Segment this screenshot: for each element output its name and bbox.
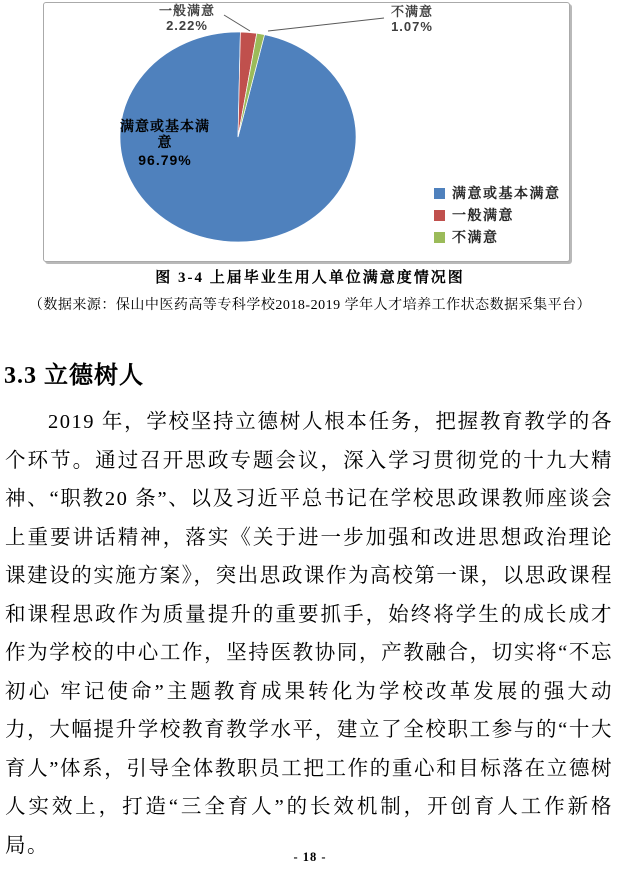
pie-label-satisfied <box>116 118 214 168</box>
callout-dissatisfied-value: 1.07% <box>391 19 433 34</box>
legend-label: 满意或基本满意 <box>452 185 561 201</box>
legend-color-swatch <box>434 210 445 221</box>
callout-moderate-label: 一般满意 <box>158 3 215 18</box>
chart-legend <box>434 182 561 248</box>
pie-label-satisfied-text: 满意或基本满意 <box>120 118 210 150</box>
leader-lines <box>224 15 384 31</box>
legend-item <box>434 204 561 226</box>
callout-dissatisfied <box>366 5 458 34</box>
legend-label: 不满意 <box>452 229 499 245</box>
figure-caption: 图 3-4 上届毕业生用人单位满意度情况图 <box>155 270 465 286</box>
body-paragraph: 2019 年，学校坚持立德树人根本任务，把握教育教学的各个环节。通过召开思政专题会议，深入学习贯彻党的十九大精神、“职教20 条”、以及习近平总书记在学校思政课教师座谈会上重要讲话精神，落实《关于进一步加强和改进思想政治理论课建设的实施方案》，突出思政课作为高校第一课，以思政课程和课程思政作为质量提升的重要抓手，始终将学生的成长成才作为学校的中心工作，坚持医教协同，产教融合，切实将“不忘初心 牢记使命”主题教育成果转化为学校改革发展的强大动力，大幅提升学校教育教学水平，建立了全校职工参与的“十大育人”体系，引导全体教职员工把工作的重心和目标落在立德树人实效上，打造“三全育人”的长效机制，开创育人工作新格局。 <box>5 411 613 857</box>
data-source-note: （数据来源：保山中医药高等专科学校2018-2019 学年人才培养工作状态数据采集平台） <box>28 298 592 313</box>
legend-item <box>434 226 561 248</box>
legend-item <box>434 182 561 204</box>
section-heading: 3.3 立德树人 <box>4 363 144 389</box>
page-number: - 18 - <box>293 850 327 864</box>
callout-moderate-value: 2.22% <box>166 18 208 33</box>
legend-color-swatch <box>434 188 445 199</box>
pie-chart-frame <box>43 2 570 262</box>
legend-label: 一般满意 <box>452 207 514 223</box>
legend-color-swatch <box>434 232 445 243</box>
pie-label-satisfied-value: 96.79% <box>138 152 192 168</box>
callout-moderate-satisfaction <box>139 4 235 33</box>
callout-dissatisfied-label: 不满意 <box>390 4 433 19</box>
